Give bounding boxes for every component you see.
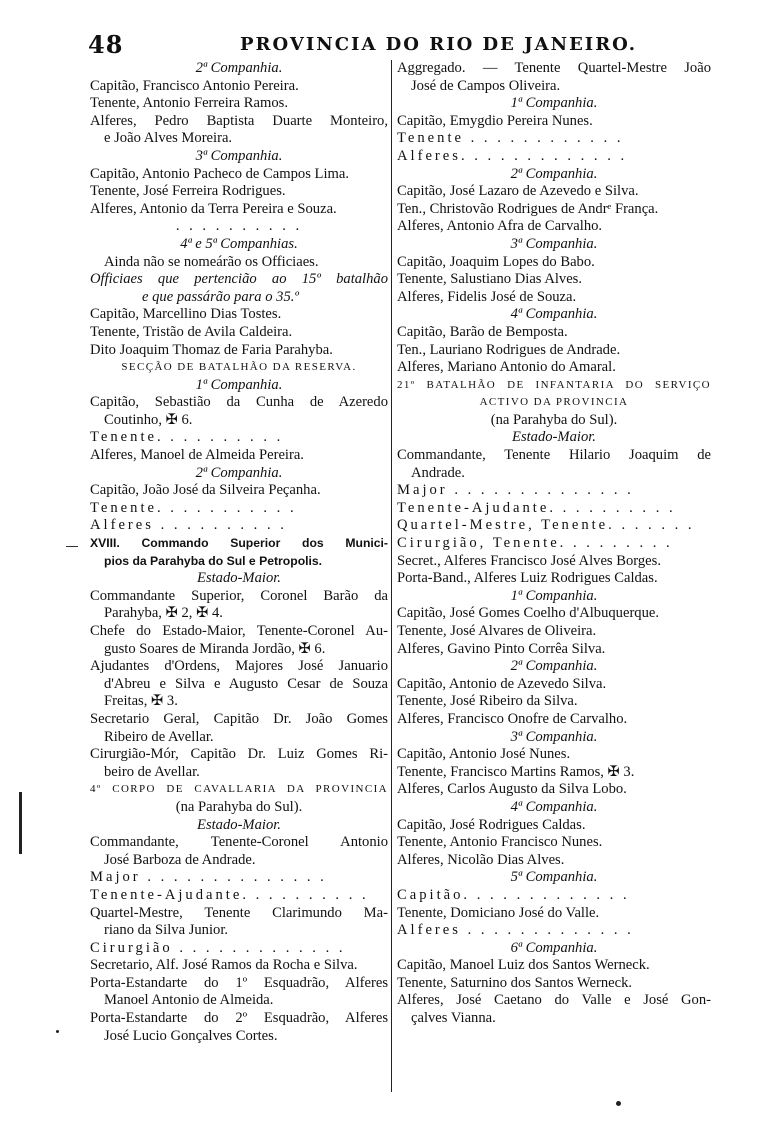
page-title: PROVINCIA DO RIO DE JANEIRO.	[240, 34, 638, 55]
column-divider	[391, 60, 392, 1092]
left-column	[90, 60, 388, 1045]
text-line: Quartel-Mestre, Tenente. . . . . . .	[397, 517, 695, 534]
text-line: Officiaes que pertencião ao 15º batalhão	[90, 271, 388, 288]
text-line: Capitão, Marcellino Dias Tostes.	[90, 306, 282, 323]
text-line: José Barboza de Andrade.	[104, 851, 256, 868]
text-line: (na Parahyba do Sul).	[175, 798, 303, 815]
text-line: Freitas, ✠ 3.	[104, 693, 178, 710]
text-line: Cirurgião-Mór, Capitão Dr. Luiz Gomes Ri-	[90, 746, 388, 763]
text-line: Capitão, Joaquim Lopes do Babo.	[397, 253, 595, 270]
text-line: Commandante, Tenente Hilario Joaquim de	[397, 447, 711, 464]
text-line: Tenente . . . . . . . . . . . .	[397, 130, 624, 147]
text-line: Alferes, Antonio da Terra Pereira e Souza.	[90, 200, 337, 217]
text-line: Capitão, Antonio José Nunes.	[397, 746, 571, 763]
text-line: Porta-Band., Alferes Luiz Rodrigues Caldas.	[397, 570, 658, 587]
text-line: Ainda não se nomeárão os Officiaes.	[104, 253, 319, 270]
text-line: 3ª Companhia.	[510, 728, 598, 745]
text-line: Alferes, Antonio Afra de Carvalho.	[397, 218, 603, 235]
margin-dash	[66, 546, 78, 547]
text-line: Capitão, José Gomes Coelho d'Albuquerque.	[397, 605, 660, 622]
text-line: e que passárão para o 35.º	[142, 288, 299, 305]
text-line: Manoel Antonio de Almeida.	[104, 992, 274, 1009]
text-line: Porta-Estandarte do 2º Esquadrão, Alferes	[90, 1010, 388, 1027]
text-line: beiro de Avellar.	[104, 763, 200, 780]
text-line: Tenente. . . . . . . . . .	[90, 429, 284, 446]
text-line: Commandante, Tenente-Coronel Antonio	[90, 834, 388, 851]
text-line: . . . . . . . . . .	[175, 218, 303, 235]
text-line: Alferes, José Caetano do Valle e José Gon-	[397, 992, 711, 1009]
text-line: Capitão, Emygdio Pereira Nunes.	[397, 112, 593, 129]
text-line: Dito Joaquim Thomaz de Faria Parahyba.	[90, 341, 333, 358]
text-line: e João Alves Moreira.	[104, 130, 233, 147]
text-line: Coutinho, ✠ 6.	[104, 411, 193, 428]
text-line: 5ª Companhia.	[510, 869, 598, 886]
text-line: Tenente, Antonio Francisco Nunes.	[397, 834, 603, 851]
text-line: 2ª Companhia.	[195, 464, 283, 481]
text-line: çalves Vianna.	[411, 1010, 496, 1027]
text-line: Secret., Alferes Francisco José Alves Borges.	[397, 552, 661, 569]
text-line: 21º BATALHÃO DE INFANTARIA DO SERVIÇO	[397, 378, 711, 391]
text-line: SECÇÃO DE BATALHÃO DA RESERVA.	[121, 361, 357, 374]
text-line: Major . . . . . . . . . . . . . .	[90, 869, 327, 886]
text-line: Alferes, Manoel de Almeida Pereira.	[90, 447, 304, 464]
text-line: 3ª Companhia.	[510, 235, 598, 252]
text-line: Andrade.	[411, 464, 465, 481]
text-line: 6ª Companhia.	[510, 939, 598, 956]
text-line: Secretario Geral, Capitão Dr. João Gomes	[90, 710, 388, 727]
text-line: (na Parahyba do Sul).	[490, 411, 618, 428]
text-line: Alferes. . . . . . . . . . . . .	[397, 147, 628, 164]
text-line: Porta-Estandarte do 1º Esquadrão, Alferes	[90, 974, 388, 991]
text-line: riano da Silva Junior.	[104, 922, 229, 939]
text-line: Tenente, Tristão de Avila Caldeira.	[90, 323, 293, 340]
text-line: Capitão, Antonio Pacheco de Campos Lima.	[90, 165, 349, 182]
text-line: Estado-Maior.	[197, 816, 281, 833]
text-line: Capitão, Manoel Luiz dos Santos Werneck.	[397, 957, 650, 974]
text-line: d'Abreu e Silva e Augusto Cesar de Souza	[104, 675, 388, 692]
text-line: Tenente-Ajudante. . . . . . . . . .	[397, 499, 676, 516]
text-line: José Lucio Gonçalves Cortes.	[104, 1027, 278, 1044]
text-line: Alferes, Pedro Baptista Duarte Monteiro,	[90, 112, 388, 129]
text-line: 4ª e 5ª Companhias.	[180, 235, 298, 252]
text-line: 4º CORPO DE CAVALLARIA DA PROVINCIA	[90, 783, 388, 796]
text-line: 1ª Companhia.	[510, 95, 598, 112]
text-line: Capitão, José Rodrigues Caldas.	[397, 816, 586, 833]
text-line: Tenente, José Ribeiro da Silva.	[397, 693, 578, 710]
text-line: Commandante Superior, Coronel Barão da	[90, 587, 388, 604]
stray-dot	[56, 1030, 59, 1033]
text-line: Capitão, Barão de Bemposta.	[397, 323, 568, 340]
text-line: Alferes . . . . . . . . . . . . .	[397, 922, 634, 939]
text-line: Tenente, José Ferreira Rodrigues.	[90, 183, 286, 200]
text-line: 4ª Companhia.	[510, 798, 598, 815]
text-line: Quartel-Mestre, Tenente Clarimundo Ma-	[90, 904, 388, 921]
text-line: XVIII. Commando Superior dos Munici-	[90, 536, 388, 551]
text-line: Cirurgião . . . . . . . . . . . . .	[90, 939, 346, 956]
margin-bar	[19, 792, 22, 854]
text-line: Tenente, Domiciano José do Valle.	[397, 904, 600, 921]
text-line: Capitão, José Lazaro de Azevedo e Silva.	[397, 183, 639, 200]
text-line: Ten., Christovão Rodrigues de Andrᵉ França.	[397, 200, 659, 217]
text-line: Parahyba, ✠ 2, ✠ 4.	[104, 605, 223, 622]
text-line: Alferes, Francisco Onofre de Carvalho.	[397, 710, 628, 727]
text-line: Aggregado. — Tenente Quartel-Mestre João	[397, 60, 711, 76]
text-line: ACTIVO DA PROVINCIA	[479, 396, 629, 409]
text-line: Major . . . . . . . . . . . . . .	[397, 482, 634, 499]
text-line: Tenente, Francisco Martins Ramos, ✠ 3.	[397, 763, 635, 780]
text-line: Ten., Lauriano Rodrigues de Andrade.	[397, 341, 621, 358]
text-line: Estado-Maior.	[512, 429, 596, 446]
text-line: Capitão, Sebastião da Cunha de Azeredo	[90, 394, 388, 411]
text-line: Alferes, Mariano Antonio do Amaral.	[397, 359, 616, 376]
text-line: Capitão, João José da Silveira Peçanha.	[90, 482, 321, 499]
right-column	[397, 60, 711, 1028]
text-line: 2ª Companhia.	[510, 165, 598, 182]
text-line: Capitão. . . . . . . . . . . . .	[397, 886, 630, 903]
text-line: 1ª Companhia.	[195, 376, 283, 393]
text-line: Tenente, Salustiano Dias Alves.	[397, 271, 583, 288]
text-line: Tenente, Saturnino dos Santos Werneck.	[397, 974, 633, 991]
text-line: Cirurgião, Tenente. . . . . . . . .	[397, 535, 673, 552]
text-line: José de Campos Oliveira.	[411, 77, 561, 94]
text-line: Tenente-Ajudante. . . . . . . . . .	[90, 886, 369, 903]
text-line: Ribeiro de Avellar.	[104, 728, 214, 745]
text-line: Ajudantes d'Ordens, Majores José Januario	[90, 658, 388, 675]
text-line: Alferes, Gavino Pinto Corrêa Silva.	[397, 640, 606, 657]
stray-dot	[616, 1101, 621, 1106]
text-line: Alferes, Fidelis José de Souza.	[397, 288, 577, 305]
text-line: 1ª Companhia.	[510, 587, 598, 604]
text-line: Capitão, Antonio de Azevedo Silva.	[397, 675, 607, 692]
text-line: Alferes, Carlos Augusto da Silva Lobo.	[397, 781, 627, 798]
text-line: 2ª Companhia.	[510, 658, 598, 675]
text-line: 2ª Companhia.	[195, 60, 283, 76]
text-line: Alferes, Nicolão Dias Alves.	[397, 851, 565, 868]
text-line: Tenente, Antonio Ferreira Ramos.	[90, 95, 288, 112]
text-line: pios da Parahyba do Sul e Petropolis.	[104, 553, 323, 568]
text-line: Tenente. . . . . . . . . . .	[90, 499, 297, 516]
page-number: 48	[88, 30, 124, 59]
text-line: Capitão, Francisco Antonio Pereira.	[90, 77, 299, 94]
text-line: Chefe do Estado-Maior, Tenente-Coronel Au-	[90, 623, 388, 639]
text-line: gusto Soares de Miranda Jordão, ✠ 6.	[104, 640, 326, 657]
text-line: 4ª Companhia.	[510, 306, 598, 323]
text-line: Alferes . . . . . . . . . .	[90, 517, 287, 534]
text-line: 3ª Companhia.	[195, 147, 283, 164]
text-line: Tenente, José Alvares de Oliveira.	[397, 623, 597, 639]
text-line: Estado-Maior.	[197, 570, 281, 587]
page-header	[40, 30, 720, 60]
text-line: Secretario, Alf. José Ramos da Rocha e Silva.	[90, 957, 358, 974]
